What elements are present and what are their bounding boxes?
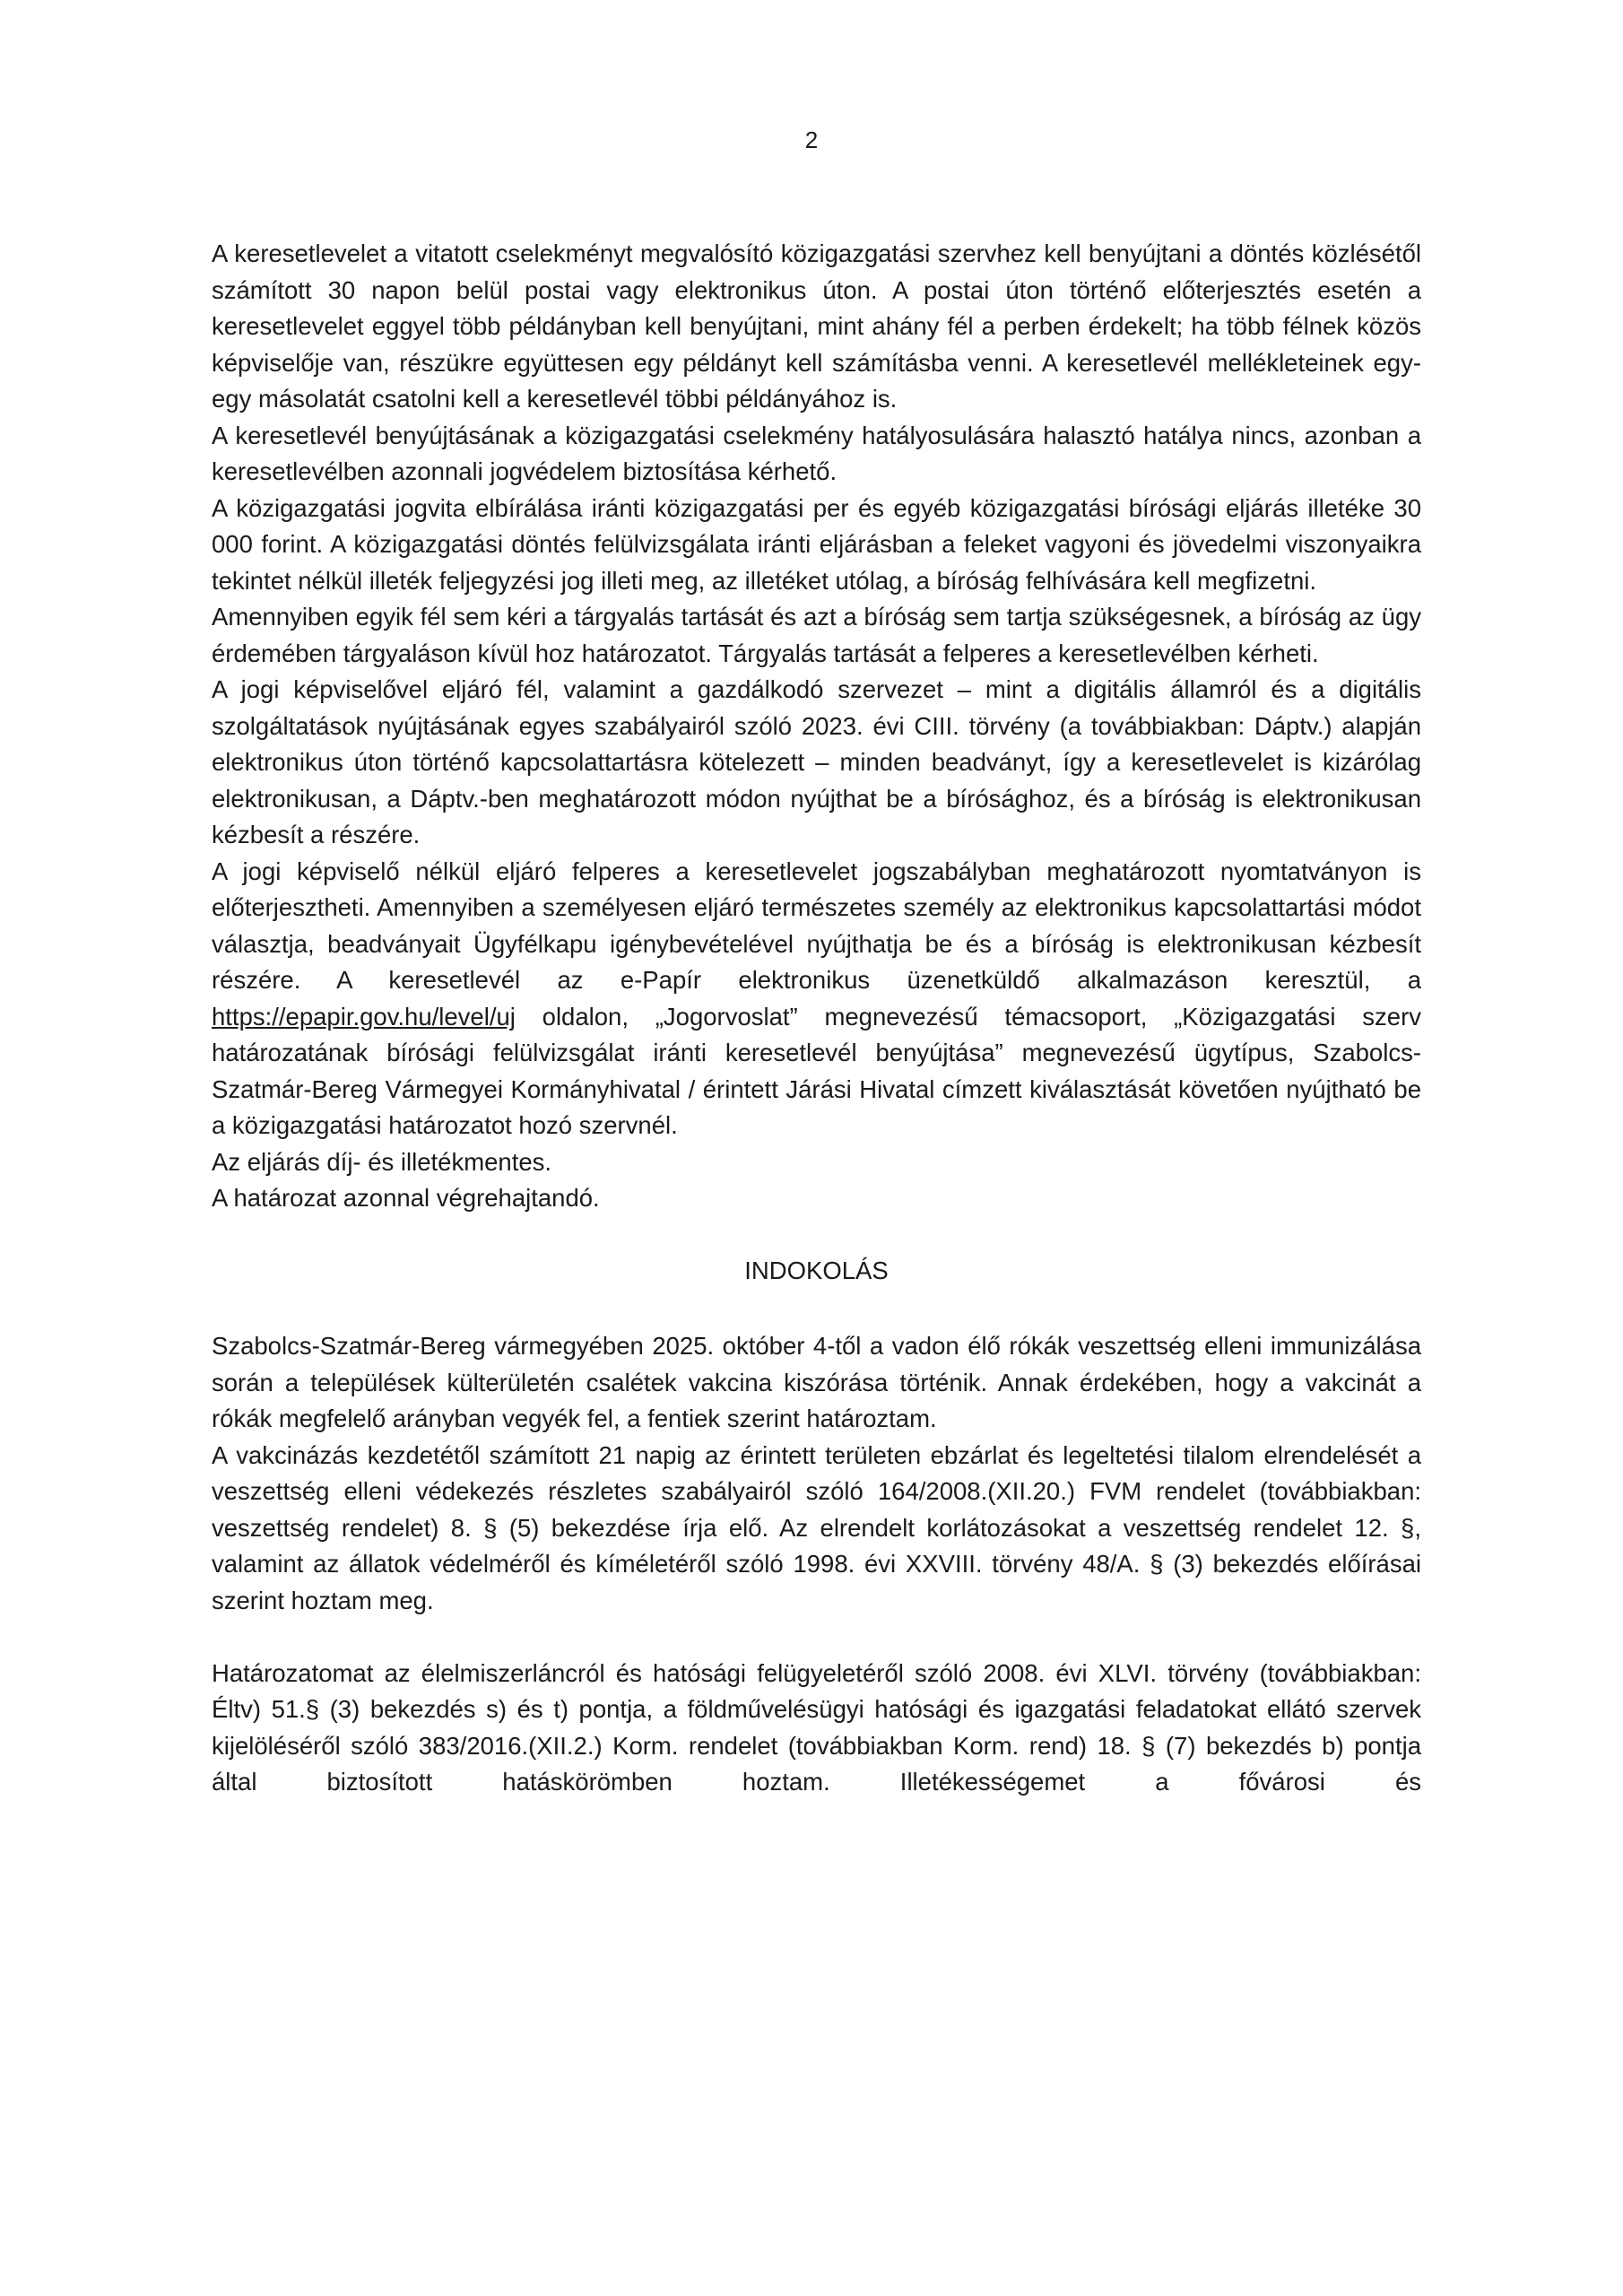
section-heading-indokolas: INDOKOLÁS	[744, 1256, 889, 1284]
paragraph-hearing: Amennyiben egyik fél sem kéri a tárgyalás tartását és azt a bíróság sem tartja szükségesnek, a bíróság az ügy érdemében tárgyaláson kívül hoz határozatot. Tárgyalás tartását a felperes a keresetlevélben kérheti.	[212, 603, 1421, 667]
epapir-link[interactable]: https://epapir.gov.hu/level/uj	[212, 1002, 516, 1031]
reasoning-paragraph-restrictions: A vakcinázás kezdetétől számított 21 napig az érintett területen ebzárlat és legeltetési tilalom elrendelését a veszettség elleni védekezés részletes szabályairól szóló 164/2008.(XII.20.) FVM rendelet (továbbiakban: veszettség rendelet) 8. § (5) bekezdése írja elő. Az elrendelt korlátozásokat a veszettség rendelet 12. §, valamint az állatok védelméről és kíméletéről szóló 1998. évi XXVIII. törvény 48/A. § (3) bekezdés előírásai szerint hoztam meg.	[212, 1440, 1421, 1614]
paragraph-fee: A közigazgatási jogvita elbírálása iránti közigazgatási per és egyéb közigazgatási bírósági eljárás illetéke 30 000 forint. A közigazgatási döntés felülvizsgálata iránti eljárásban a feleket vagyoni és jövedelmi viszonyaikra tekintet nélkül illeték feljegyzési jog illeti meg, az illetéket utólag, a bíróság felhívására kell megfizetni.	[212, 493, 1421, 595]
epapir-text-after: oldalon, „Jogorvoslat” megnevezésű témacsoport, „Közigazgatási szerv határozatának bírósági felülvizsgálat iránti keresetlevél benyújtása” megnevezésű ügytípus, Szabolcs-Szatmár-Bereg Vármegyei Kormányhivatal / érintett Járási Hivatal címzett kiválasztását követően nyújtható be a közigazgatási határozatot hozó szervnél.	[212, 1002, 1421, 1139]
paragraph-epapir	[212, 854, 1421, 1144]
paragraph-submission: A keresetlevelet a vitatott cselekményt megvalósító közigazgatási szervhez kell benyújtani a döntés közlésétől számított 30 napon belül postai vagy elektronikus úton. A postai úton történő előterjesztés esetén a keresetlevelet eggyel több példányban kell benyújtani, mint ahány fél a perben érdekelt; ha több félnek közös képviselője van, részükre együttesen egy példányt kell számításba venni. A keresetlevél mellékleteinek egy-egy másolatát csatolni kell a keresetlevél többi példányához is.	[212, 239, 1421, 413]
page-number: 2	[804, 126, 819, 153]
paragraph-competence: Határozatomat az élelmiszerláncról és hatósági felügyeletéről szóló 2008. évi XLVI. törvény (továbbiakban: Éltv) 51.§ (3) bekezdés s) és t) pontja, a földművelésügyi hatósági és igazgatási feladatokat ellátó szervek kijelöléséről szóló 383/2016.(XII.2.) Korm. rendelet (továbbiakban Korm. rend) 18. § (7) bekezdés b) pontja által biztosított hatáskörömben hoztam. Illetékességemet a fővárosi és	[212, 1658, 1421, 1796]
enforcement-line: A határozat azonnal végrehajtandó.	[212, 1184, 600, 1212]
fee-exempt-line: Az eljárás díj- és illetékmentes.	[212, 1147, 552, 1176]
document-body	[212, 236, 1421, 1801]
reasoning-paragraph-vaccination: Szabolcs-Szatmár-Bereg vármegyében 2025. október 4-től a vadon élő rókák veszettség elleni immunizálása során a települések külterületén csalétek vakcina kiszórása történik. Annak érdekében, hogy a vakcinát a rókák megfelelő arányban vegyék fel, a fentiek szerint határoztam.	[212, 1332, 1421, 1432]
paragraph-gap	[212, 1619, 1421, 1656]
paragraph-suspensive-effect: A keresetlevél benyújtásának a közigazgatási cselekmény hatályosulására halasztó hatálya nincs, azonban a keresetlevélben azonnali jogvédelem biztosítása kérhető.	[212, 421, 1421, 485]
epapir-text-before: A jogi képviselő nélkül eljáró felperes a keresetlevelet jogszabályban meghatározott nyomtatványon is előterjesztheti. Amennyiben a személyesen eljáró természetes személy az elektronikus kapcsolattartási módot választja, beadványait Ügyfélkapu igénybevételével nyújthatja be és a bíróság is elektronikusan kézbesít részére. A keresetlevél az e-Papír elektronikus üzenetküldő alkalmazáson keresztül, a	[212, 857, 1421, 994]
paragraph-electronic-contact: A jogi képviselővel eljáró fél, valamint a gazdálkodó szervezet – mint a digitális államról és a digitális szolgáltatások nyújtásának egyes szabályairól szóló 2023. évi CIII. törvény (a továbbiakban: Dáptv.) alapján elektronikus úton történő kapcsolattartásra kötelezett – minden beadványt, így a keresetlevelet is kizárólag elektronikusan, a Dáptv.-ben meghatározott módon nyújthat be a bírósághoz, és a bíróság is elektronikusan kézbesít a részére.	[212, 675, 1421, 848]
